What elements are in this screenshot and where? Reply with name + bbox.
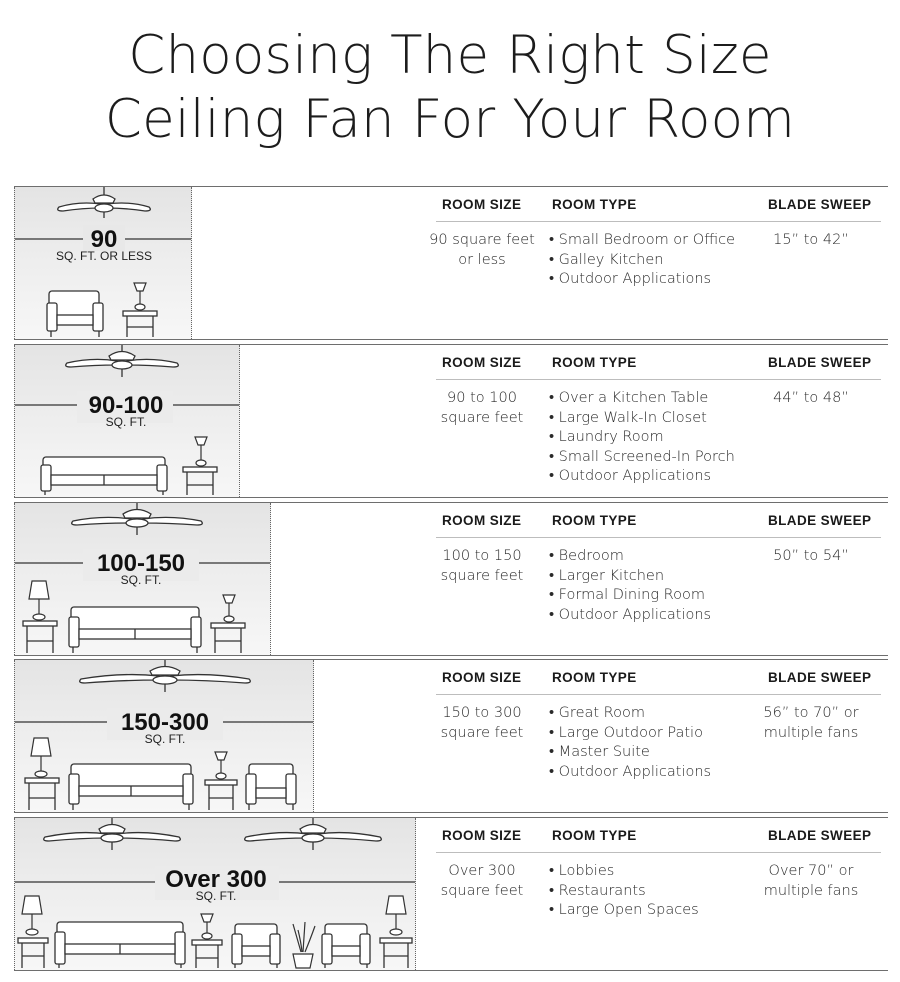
header-room-type: ROOM TYPE [552,513,637,528]
blade-sweep-value: 56” to 70” or multiple fans [763,705,859,741]
room-size-unit: SQ. FT. [120,573,162,587]
end-table-icon [192,940,222,968]
blade-sweep-value: 50” to 54” [773,548,849,564]
room-size-value: 90 to 100 square feet [440,390,524,426]
title-line-2: Ceiling Fan For Your Room [104,89,796,150]
header-blade-sweep: BLADE SWEEP [768,355,872,370]
ceiling-fan-icon [245,818,382,850]
room-type-item: • Over a Kitchen Table [549,390,709,406]
room-type-item: • Master Suite [549,744,650,761]
end-table-icon [183,467,217,495]
size-row-90 [14,186,888,340]
room-size-label: 100-150 [96,550,186,577]
table-lamp-icon [223,595,235,622]
header-room-size: ROOM SIZE [442,355,522,370]
room-type-item: • Formal Dining Room [549,587,705,604]
end-table-icon [25,778,59,810]
room-size-label: 90 [90,226,118,253]
header-blade-sweep: BLADE SWEEP [768,197,872,212]
size-row-over-300 [14,817,888,971]
room-size-unit: SQ. FT. [144,732,186,746]
table-lamp-icon [31,738,51,777]
blade-sweep-value: 44” to 48” [773,390,849,406]
table-lamp-icon [195,437,207,466]
room-type-item: • Large Outdoor Patio [549,724,703,741]
room-size-value: 100 to 150 square feet [440,548,524,584]
header-divider [436,221,881,222]
header-room-size: ROOM SIZE [442,828,522,843]
room-type-item: • Outdoor Applications [549,606,712,623]
header-room-type: ROOM TYPE [552,197,637,212]
header-blade-sweep: BLADE SWEEP [768,670,872,685]
header-blade-sweep: BLADE SWEEP [768,513,872,528]
ceiling-fan-icon [72,503,203,535]
room-type-item: • Bedroom [549,548,624,564]
header-room-size: ROOM SIZE [442,670,522,685]
room-type-item: • Great Room [549,705,645,721]
room-type-item: • Outdoor Applications [549,763,712,780]
size-row-90-100 [14,344,888,498]
room-size-label: 90-100 [88,392,164,419]
ceiling-fan-icon [66,345,179,377]
room-illustration-100-150 [14,503,271,655]
end-table-icon [23,621,57,653]
blade-sweep-value: 15” to 42” [773,232,849,248]
room-size-unit: SQ. FT. [105,415,147,429]
room-size-unit: SQ. FT. [195,889,237,903]
table-lamp-icon [215,752,227,779]
end-table-icon [380,938,412,968]
room-type-list [549,547,764,625]
header-room-type: ROOM TYPE [552,670,637,685]
room-type-item: • Larger Kitchen [549,567,665,584]
size-row-150-300 [14,659,888,813]
room-type-list [549,862,764,921]
header-divider [436,537,881,538]
room-type-item: • Lobbies [549,863,615,879]
end-table-icon [211,623,245,653]
header-divider [436,852,881,853]
room-size-unit: SQ. FT. OR LESS [55,249,153,263]
room-size-value: Over 300 square feet [440,863,524,899]
room-type-item: • Laundry Room [549,429,664,446]
table-lamp-icon [29,581,49,620]
end-table-icon [18,938,48,968]
room-illustration-90-100 [14,345,240,497]
room-illustration-over-300 [14,818,416,970]
sofa-icon [69,764,193,810]
table-lamp-icon [22,896,42,935]
header-room-size: ROOM SIZE [442,513,522,528]
room-type-item: • Large Walk-In Closet [549,409,707,426]
header-divider [436,694,881,695]
room-type-item: • Outdoor Applications [549,468,712,485]
potted-plant-icon [293,922,315,968]
room-type-list [549,231,764,290]
size-row-100-150 [14,502,888,656]
table-lamp-icon [134,283,146,310]
armchair-icon [232,924,280,968]
room-type-item: • Outdoor Applications [549,271,712,288]
sofa-icon [55,922,185,968]
room-type-item: • Small Bedroom or Office [549,232,736,248]
room-size-value: 90 square feet or less [429,232,535,268]
room-size-value: 150 to 300 square feet [440,705,524,741]
header-room-size: ROOM SIZE [442,197,522,212]
header-room-type: ROOM TYPE [552,355,637,370]
room-type-item: • Small Screened-In Porch [549,448,735,465]
armchair-icon [246,764,296,810]
header-divider [436,379,881,380]
room-size-label: 150-300 [120,709,210,736]
table-lamp-icon [386,896,406,935]
title-line-1: Choosing The Right Size [128,25,772,86]
room-type-list [549,704,764,782]
header-blade-sweep: BLADE SWEEP [768,828,872,843]
room-type-item: • Large Open Spaces [549,902,699,919]
room-illustration-90 [14,187,192,339]
armchair-icon [47,291,103,337]
room-illustration-150-300 [14,660,314,812]
header-room-type: ROOM TYPE [552,828,637,843]
room-size-label: Over 300 [165,866,267,893]
room-type-item: • Galley Kitchen [549,251,664,268]
end-table-icon [123,311,157,337]
ceiling-fan-icon [58,187,151,218]
ceiling-fan-icon [44,818,181,850]
room-type-item: • Restaurants [549,882,646,899]
sofa-icon [69,607,201,653]
ceiling-fan-icon [80,660,251,692]
sofa-icon [41,457,167,495]
armchair-icon [322,924,370,968]
end-table-icon [205,780,237,810]
page-title [0,24,900,152]
room-type-list [549,389,764,487]
table-lamp-icon [201,914,213,939]
blade-sweep-value: Over 70” or multiple fans [763,863,859,899]
